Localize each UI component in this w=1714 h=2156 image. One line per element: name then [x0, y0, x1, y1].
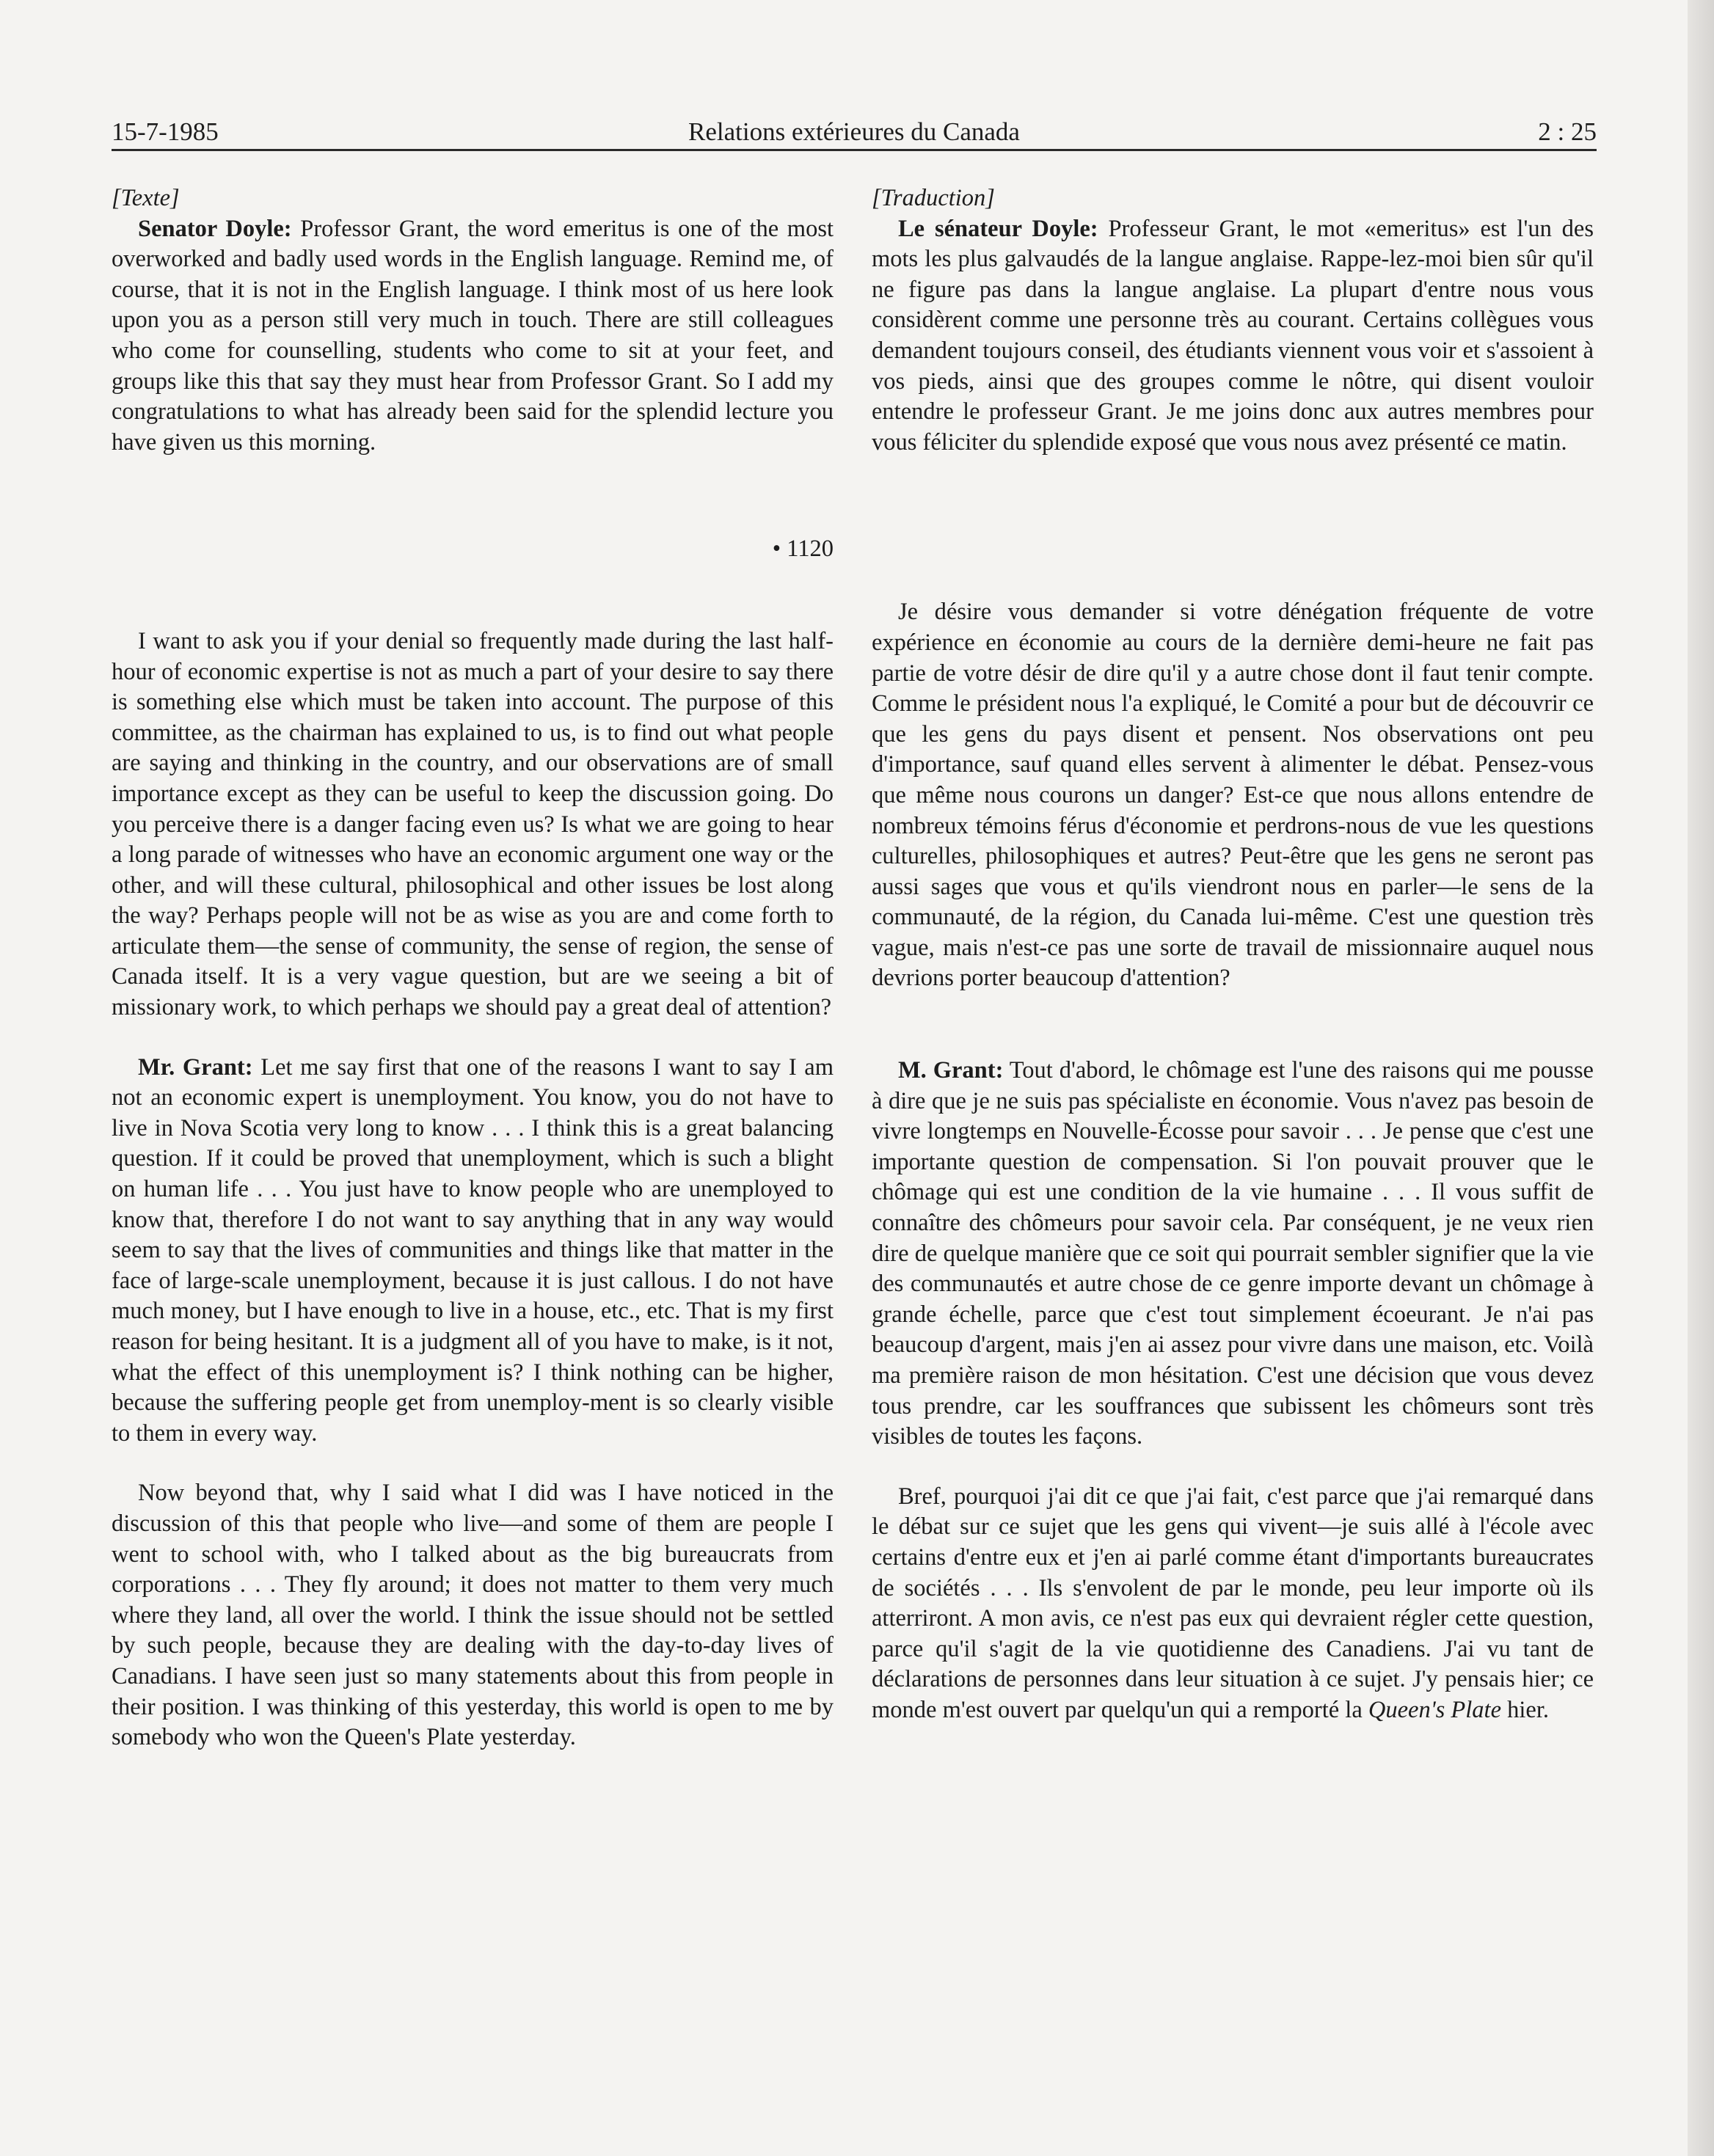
time-marker: • 1120 [772, 536, 834, 563]
header-title: Relations extérieures du Canada [688, 117, 1020, 146]
paragraph-doyle-question: Je désire vous demander si votre dénégation fréquente de votre expérience en économie au cours de la dernière demi-heure ne fait pas partie de votre désir de dire qu'il y a autre chose dont il faut tenir compte. Comme le président nous l'a expliqué, le Comité a pour but de découvrir ce que les gens du pays disent et pensent. Nos observations ont peu d'importance, sauf quand elles servent à alimenter le débat. Pensez-vous que même nous courons un danger? Est-ce que nous allons entendre de nombreux témoins férus d'économie et perdrons-nous de vue les questions culturelles, philosophiques et autres? Peut-être que les gens ne seront pas aussi sages que vous et qu'ils viendront nous en parler—le sens de la communauté, de la région, du Canada lui-même. C'est une question très vague, mais n'est-ce pas une sorte de travail de missionnaire auquel nous devrions porter beaucoup d'attention? [872, 599, 1594, 992]
speaker-name: M. Grant: [898, 1057, 1004, 1084]
header-page-number: 2 : 25 [1538, 117, 1597, 146]
page-edge-shadow [1688, 0, 1714, 2156]
paragraph-text: Professeur Grant, le mot «emeritus» est l'un des mots les plus galvaudés de la langue anglaise. Rappe-lez-moi bien sûr qu'il ne figure pas dans la langue anglaise. La plupart d'entre nous vous considèrent comme une personne très au courant. Certains collègues vous demandent toujours conseil, des étudiants viennent vous voir et s'assoient à vos pieds, ainsi que des groupes comme le nôtre, qui disent vouloir entendre le professeur Grant. Je me joins donc aux autres membres pour vous féliciter du splendide exposé que vous nous avez présenté ce matin. [872, 215, 1594, 456]
paragraph-doyle [872, 214, 1594, 458]
paragraph-grant [872, 1056, 1594, 1452]
italic-title: Queen's Plate [1368, 1696, 1502, 1723]
paragraph-grant-continued [872, 1482, 1594, 1726]
paragraph-doyle-question: I want to ask you if your denial so frequently made during the last half-hour of economic expertise is not as much a part of your desire to say there is something else which must be taken into account. The purpose of this committee, as the chairman has explained to us, is to find out what people are saying and thinking in the country, and our observations are of small importance except as they can be useful to keep the discussion going. Do you perceive there is a danger facing even us? Is what we are going to hear a long parade of witnesses who have an economic argument one way or the other, and will these cultural, philosophical and other issues be lost along the way? Perhaps people will not be as wise as you are and come forth to articulate them—the sense of community, the sense of region, the sense of Canada itself. It is a very vague question, but are we seeing a bit of missionary work, to which perhaps we should pay a great deal of attention? [112, 627, 834, 1021]
language-tag: [Texte] [112, 185, 180, 211]
speaker-name: Le sénateur Doyle: [898, 215, 1098, 242]
paragraph-doyle [112, 214, 834, 458]
speaker-name: Senator Doyle: [138, 215, 292, 242]
paragraph-grant-continued: Now beyond that, why I said what I did was I have noticed in the discussion of this that people who live—and some of them are people I went to school with, who I talked about as the big bureaucrats from corporations . . . They fly around; it does not matter to them very much where they land, all over the world. I think the issue should not be settled by such people, because they are dealing with the day-to-day lives of Canadians. I have seen just so many statements about this from people in their position. I was thinking of this yesterday, this world is open to me by somebody who won the Queen's Plate yesterday. [112, 1480, 834, 1751]
english-column [112, 183, 834, 1753]
paragraph-text: Professor Grant, the word emeritus is one of the most overworked and badly used words in the English language. Remind me, of course, that it is not in the English language. I think most of us here look upon you as a person still very much in touch. There are still colleagues who come for counselling, students who come to sit at your feet, and groups like this that say they must hear from Professor Grant. So I add my congratulations to what has already been said for the splendid lecture you have given us this morning. [112, 215, 834, 456]
header-date: 15-7-1985 [112, 117, 219, 146]
paragraph-grant [112, 1053, 834, 1450]
paragraph-text: Let me say first that one of the reasons I want to say I am not an economic expert is unemployment. You know, you do not have to live in Nova Scotia very long to know . . . I think this is a great balancing question. If it could be proved that unemployment, which is such a blight on human life . . . You just have to know people who are unemployed to know that, therefore I do not want to say anything that in any way would seem to say that the lives of communities and things like that matter in the face of large-scale unemployment, because it is just callous. I do not have much money, but I have enough to live in a house, etc., etc. That is my first reason for being hesitant. It is a judgment all of you have to make, is it not, what the effect of this unemployment is? I think nothing can be higher, because the suffering people get from unemploy-ment is so clearly visible to them in every way. [112, 1053, 834, 1447]
paragraph-text: Tout d'abord, le chômage est l'une des raisons qui me pousse à dire que je ne suis pas spécialiste en économie. Vous n'avez pas besoin de vivre longtemps en Nouvelle-Écosse pour savoir . . . Je pense que c'est une importante question de compensation. Si l'on pouvait prouver que le chômage qui est une condition de la vie humaine . . . Il vous suffit de connaître des chômeurs pour savoir cela. Par conséquent, je ne veux rien dire de quelque manière que ce soit qui pourrait sembler signifier que la vie des communautés et autre chose de ce genre importe devant un chômage à grande échelle, parce que c'est tout simplement écoeurant. Je n'ai pas beaucoup d'argent, mais j'en ai assez pour vivre dans une maison, etc. Voilà ma première raison de mon hésitation. C'est une décision que vous devez tous prendre, car les souffrances que subissent les chômeurs sont très visibles de toutes les façons. [872, 1057, 1594, 1450]
french-column [872, 183, 1594, 1726]
paragraph-text: hier. [1501, 1696, 1549, 1723]
header-rule [112, 149, 1597, 151]
speaker-name: Mr. Grant: [138, 1053, 253, 1081]
page-header [112, 113, 1597, 151]
language-tag: [Traduction] [872, 185, 995, 211]
paragraph-text: Bref, pourquoi j'ai dit ce que j'ai fait, c'est parce que j'ai remarqué dans le débat sur ce sujet que les gens qui vivent—je suis allé à l'école avec certains d'entre eux et j'en ai parlé comme étant d'importants bureaucrates de sociétés . . . Ils s'envolent de par le monde, peu leur importe où ils atterriront. A mon avis, ce n'est pas eux qui devraient régler cette question, parce qu'il s'agit de la vie quotidienne des Canadiens. J'ai vu tant de déclarations de personnes dans leur situation à ce sujet. J'y pensais hier; ce monde m'est ouvert par quelqu'un qui a remporté la [872, 1483, 1594, 1723]
